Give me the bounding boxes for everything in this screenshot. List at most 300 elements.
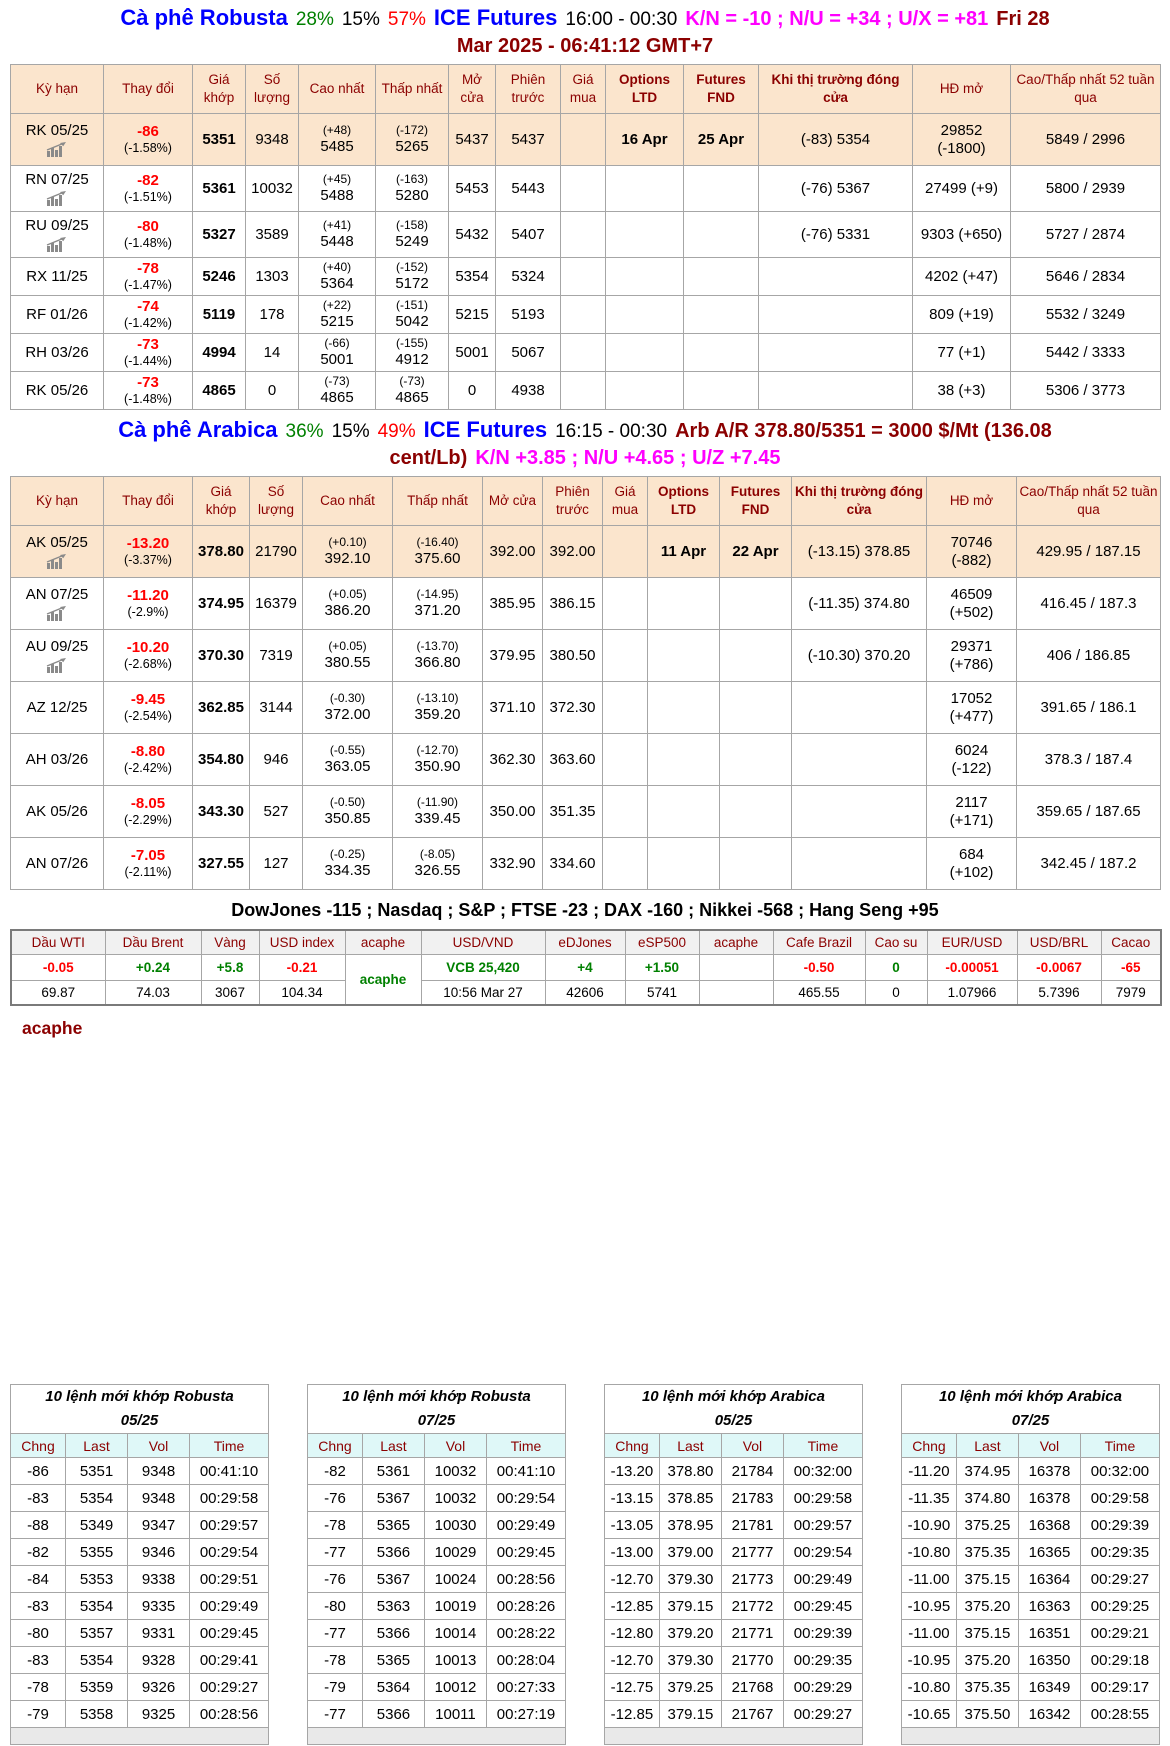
cell-change: -8.05 (-2.29%): [104, 786, 193, 838]
cell-last: 370.30: [193, 630, 250, 682]
indicator-value-12: 5.7396: [1017, 981, 1101, 1006]
cell-open: 371.10: [483, 682, 543, 734]
order-table-title: 10 lệnh mới khớp Arabica 05/25: [604, 1385, 862, 1434]
cell-at-close: [759, 296, 913, 334]
cell-volume: 946: [250, 734, 303, 786]
order-table-3: [901, 1384, 1160, 1745]
cell-options-ltd: [606, 334, 684, 372]
order-col-header: Chng: [11, 1434, 66, 1458]
order-cell-vol: 9338: [128, 1566, 190, 1593]
cell-low: (-152) 5172: [376, 258, 449, 296]
cell-contract: [11, 258, 104, 296]
col-header-5: Thấp nhất: [393, 477, 483, 526]
order-cell-time: 00:28:22: [486, 1620, 565, 1647]
col-header-6: Mở cửa: [449, 65, 496, 114]
cell-high: (+0.10) 392.10: [303, 526, 393, 578]
col-header-3: Số lượng: [246, 65, 299, 114]
cell-bid: [603, 682, 648, 734]
order-row: [11, 1647, 269, 1674]
order-cell-chng: -12.85: [604, 1701, 659, 1728]
cell-at-close: [792, 734, 927, 786]
cell-high: (-0.50) 350.85: [303, 786, 393, 838]
order-row-partial: [901, 1728, 1159, 1745]
cell-52wk-range: 5849 / 2996: [1011, 114, 1161, 166]
col-header-12: HĐ mở: [927, 477, 1017, 526]
order-cell-chng: -10.65: [901, 1701, 956, 1728]
cell-futures-fnd: [720, 786, 792, 838]
order-col-header: Chng: [307, 1434, 362, 1458]
col-header-7: Phiên trước: [543, 477, 603, 526]
order-col-header: Time: [783, 1434, 862, 1458]
order-cell-time: 00:27:19: [486, 1701, 565, 1728]
cell-options-ltd: [606, 212, 684, 258]
futures-table: [10, 476, 1161, 890]
order-cell-last: 5354: [66, 1485, 128, 1512]
cell-open-interest: 29852 (-1800): [913, 114, 1011, 166]
contract-label: RH 03/26: [25, 343, 89, 361]
order-cell-last: 375.50: [956, 1701, 1018, 1728]
cell-last: 5246: [193, 258, 246, 296]
cell-options-ltd: [606, 258, 684, 296]
order-cell-time: 00:32:00: [783, 1458, 862, 1485]
indicators-change-row: [11, 955, 1161, 981]
order-col-header: Vol: [1018, 1434, 1080, 1458]
order-cell-time: 00:41:10: [486, 1458, 565, 1485]
indicator-value-0: 69.87: [11, 981, 105, 1006]
cell-prev-session: 5407: [496, 212, 561, 258]
order-title-row: [11, 1385, 269, 1434]
cell-contract: [11, 786, 104, 838]
order-cell-chng: -80: [307, 1593, 362, 1620]
cell-high: (+48) 5485: [299, 114, 376, 166]
indicator-change-7: +1.50: [625, 955, 699, 981]
order-cell-vol: 21784: [721, 1458, 783, 1485]
cell-open-interest: 4202 (+47): [913, 258, 1011, 296]
col-header-13: Cao/Thấp nhất 52 tuần qua: [1017, 477, 1161, 526]
order-table-0: [10, 1384, 269, 1745]
cell-52wk-range: 5800 / 2939: [1011, 166, 1161, 212]
order-cell-vol: 16342: [1018, 1701, 1080, 1728]
order-cell-vol: 10024: [424, 1566, 486, 1593]
indicator-value-6: 42606: [545, 981, 625, 1006]
contract-label: AN 07/25: [25, 586, 89, 603]
order-row: [604, 1539, 862, 1566]
indicator-header-0: Dầu WTI: [11, 930, 105, 955]
cell-open-interest: 9303 (+650): [913, 212, 1011, 258]
arabica-futures-table: [10, 476, 1160, 890]
cell-change: -13.20 (-3.37%): [104, 526, 193, 578]
order-cell-chng: -84: [11, 1566, 66, 1593]
indicator-value-8: [699, 981, 773, 1006]
cell-bid: [603, 838, 648, 890]
order-cell-vol: 10011: [424, 1701, 486, 1728]
robusta-pct-flat: 15%: [341, 9, 380, 30]
cell-contract: [11, 212, 104, 258]
order-cell-chng: -77: [307, 1620, 362, 1647]
col-header-10: Futures FND: [720, 477, 792, 526]
order-cell-chng: -79: [307, 1674, 362, 1701]
cell-prev-session: 386.15: [543, 578, 603, 630]
cell-futures-fnd: [684, 166, 759, 212]
order-row: [307, 1539, 565, 1566]
order-row: [11, 1701, 269, 1728]
order-cell-chng: -10.95: [901, 1647, 956, 1674]
order-cell-chng: -11.00: [901, 1566, 956, 1593]
order-cell-time: 00:29:35: [1080, 1539, 1159, 1566]
robusta-datetime: Mar 2025 - 06:41:12 GMT+7: [456, 35, 714, 57]
cell-futures-fnd: [684, 372, 759, 410]
col-header-4: Cao nhất: [299, 65, 376, 114]
cell-last: 343.30: [193, 786, 250, 838]
order-cell-vol: 10029: [424, 1539, 486, 1566]
cell-high: (+45) 5488: [299, 166, 376, 212]
cell-low: (-151) 5042: [376, 296, 449, 334]
arabica-session-hours: 16:15 - 00:30: [555, 421, 668, 442]
col-header-12: HĐ mở: [913, 65, 1011, 114]
order-cell-last: 5365: [362, 1647, 424, 1674]
futures-row: [11, 296, 1161, 334]
order-row: [11, 1485, 269, 1512]
order-cell-time: 00:28:56: [190, 1701, 269, 1728]
order-cell-last: 379.30: [659, 1566, 721, 1593]
cell-volume: 21790: [250, 526, 303, 578]
col-header-3: Số lượng: [250, 477, 303, 526]
cell-last: 5119: [193, 296, 246, 334]
cell-futures-fnd: [720, 630, 792, 682]
order-cell-last: 375.35: [956, 1674, 1018, 1701]
cell-at-close: [759, 372, 913, 410]
cell-at-close: [792, 838, 927, 890]
order-row: [604, 1566, 862, 1593]
cell-52wk-range: 391.65 / 186.1: [1017, 682, 1161, 734]
order-cell-last: 5354: [66, 1647, 128, 1674]
order-cell-vol: 16368: [1018, 1512, 1080, 1539]
cell-futures-fnd: [684, 258, 759, 296]
contract-label: RK 05/25: [25, 122, 89, 139]
order-cell-vol: 21771: [721, 1620, 783, 1647]
cell-prev-session: 334.60: [543, 838, 603, 890]
order-row: [901, 1566, 1159, 1593]
order-cell-time: 00:28:04: [486, 1647, 565, 1674]
arabica-spreads: K/N +3.85 ; N/U +4.65 ; U/Z +7.45: [475, 447, 781, 469]
order-row: [604, 1593, 862, 1620]
cell-low: (-14.95) 371.20: [393, 578, 483, 630]
cell-volume: 527: [250, 786, 303, 838]
indicator-value-7: 5741: [625, 981, 699, 1006]
cell-open: 5453: [449, 166, 496, 212]
cell-prev-session: 392.00: [543, 526, 603, 578]
col-header-11: Khi thị trường đóng cửa: [759, 65, 913, 114]
order-cell-time: 00:32:00: [1080, 1458, 1159, 1485]
order-row: [307, 1566, 565, 1593]
order-cell-vol: 9335: [128, 1593, 190, 1620]
chart-icon[interactable]: [13, 657, 101, 673]
order-cell-time: 00:29:51: [190, 1566, 269, 1593]
robusta-header-line: [0, 0, 1170, 31]
cell-low: (-13.10) 359.20: [393, 682, 483, 734]
cell-prev-session: 380.50: [543, 630, 603, 682]
cell-at-close: [759, 258, 913, 296]
indicator-header-11: EUR/USD: [927, 930, 1017, 955]
recent-orders-section: [10, 1384, 1160, 1745]
cell-52wk-range: 378.3 / 187.4: [1017, 734, 1161, 786]
order-col-header: Chng: [604, 1434, 659, 1458]
order-cell-last: 379.25: [659, 1674, 721, 1701]
col-header-4: Cao nhất: [303, 477, 393, 526]
order-cell-vol: 21770: [721, 1647, 783, 1674]
cell-at-close: [792, 786, 927, 838]
order-cell-last: 378.85: [659, 1485, 721, 1512]
indicator-header-2: Vàng: [201, 930, 259, 955]
order-row: [307, 1620, 565, 1647]
order-cell-time: 00:29:29: [783, 1674, 862, 1701]
cell-bid: [561, 258, 606, 296]
order-cell-vol: 16365: [1018, 1539, 1080, 1566]
cell-prev-session: 5443: [496, 166, 561, 212]
cell-last: 4865: [193, 372, 246, 410]
order-cell-chng: -83: [11, 1485, 66, 1512]
order-row: [307, 1485, 565, 1512]
order-cell-time: 00:29:18: [1080, 1647, 1159, 1674]
order-cell-chng: -77: [307, 1701, 362, 1728]
cell-contract: [11, 630, 104, 682]
cell-52wk-range: 5532 / 3249: [1011, 296, 1161, 334]
indicator-header-3: USD index: [259, 930, 345, 955]
order-col-header: Time: [1080, 1434, 1159, 1458]
contract-label: AK 05/26: [26, 802, 88, 820]
order-cell-time: 00:28:26: [486, 1593, 565, 1620]
cell-bid: [561, 212, 606, 258]
cell-last: 354.80: [193, 734, 250, 786]
order-cell-time: 00:29:54: [783, 1539, 862, 1566]
order-cell-time: 00:41:10: [190, 1458, 269, 1485]
order-cell-last: 379.30: [659, 1647, 721, 1674]
futures-row: [11, 578, 1161, 630]
cell-open: 379.95: [483, 630, 543, 682]
indicator-change-13: -65: [1101, 955, 1161, 981]
cell-change: -8.80 (-2.42%): [104, 734, 193, 786]
cell-change: -10.20 (-2.68%): [104, 630, 193, 682]
cell-52wk-range: 342.45 / 187.2: [1017, 838, 1161, 890]
cell-52wk-range: 406 / 186.85: [1017, 630, 1161, 682]
indicator-header-6: eDJones: [545, 930, 625, 955]
order-row: [11, 1539, 269, 1566]
order-table-title: 10 lệnh mới khớp Robusta 05/25: [11, 1385, 269, 1434]
cell-open-interest: 70746 (-882): [927, 526, 1017, 578]
market-indicators-section: [0, 929, 1170, 1006]
cell-volume: 1303: [246, 258, 299, 296]
col-header-6: Mở cửa: [483, 477, 543, 526]
order-row: [604, 1458, 862, 1485]
cell-52wk-range: 429.95 / 187.15: [1017, 526, 1161, 578]
cell-volume: 0: [246, 372, 299, 410]
order-table-2: [604, 1384, 863, 1745]
order-cell-last: 5366: [362, 1620, 424, 1647]
cell-contract: [11, 296, 104, 334]
indicator-header-13: Cacao: [1101, 930, 1161, 955]
cell-low: (-155) 4912: [376, 334, 449, 372]
futures-row: [11, 212, 1161, 258]
cell-prev-session: 4938: [496, 372, 561, 410]
order-cell-vol: 21768: [721, 1674, 783, 1701]
order-row: [604, 1647, 862, 1674]
futures-row: [11, 838, 1161, 890]
cell-futures-fnd: [720, 734, 792, 786]
order-cell-vol: 10013: [424, 1647, 486, 1674]
cell-high: (+0.05) 386.20: [303, 578, 393, 630]
cell-prev-session: 5324: [496, 258, 561, 296]
order-cell-vol: 10012: [424, 1674, 486, 1701]
order-row: [11, 1512, 269, 1539]
arabica-pct-down: 49%: [377, 421, 416, 442]
order-cell-time: 00:29:27: [190, 1674, 269, 1701]
cell-low: (-8.05) 326.55: [393, 838, 483, 890]
chart-icon[interactable]: [13, 236, 101, 252]
order-row: [901, 1458, 1159, 1485]
order-cell-last: 374.95: [956, 1458, 1018, 1485]
indicator-change-11: -0.00051: [927, 955, 1017, 981]
order-cell-last: 379.20: [659, 1620, 721, 1647]
cell-last: 4994: [193, 334, 246, 372]
robusta-day: Fri 28: [996, 8, 1050, 30]
chart-icon[interactable]: [13, 141, 101, 157]
cell-high: (+41) 5448: [299, 212, 376, 258]
futures-row: [11, 114, 1161, 166]
order-col-header: Vol: [424, 1434, 486, 1458]
contract-label: AN 07/26: [25, 854, 89, 872]
futures-row: [11, 166, 1161, 212]
indicator-header-12: USD/BRL: [1017, 930, 1101, 955]
cell-volume: 9348: [246, 114, 299, 166]
cell-volume: 16379: [250, 578, 303, 630]
robusta-futures-table: [10, 64, 1160, 410]
order-cell-last: 5357: [66, 1620, 128, 1647]
col-header-0: Kỳ hạn: [11, 65, 104, 114]
robusta-pct-down: 57%: [387, 9, 426, 30]
order-cell-chng: -78: [307, 1647, 362, 1674]
order-cell-last: 375.25: [956, 1512, 1018, 1539]
order-col-header: Vol: [721, 1434, 783, 1458]
col-header-1: Thay đổi: [104, 477, 193, 526]
cell-open-interest: 46509 (+502): [927, 578, 1017, 630]
cell-volume: 10032: [246, 166, 299, 212]
cell-52wk-range: 5306 / 3773: [1011, 372, 1161, 410]
order-cell-last: 5366: [362, 1539, 424, 1566]
col-header-2: Giá khớp: [193, 65, 246, 114]
cell-options-ltd: [648, 838, 720, 890]
cell-low: (-11.90) 339.45: [393, 786, 483, 838]
col-header-7: Phiên trước: [496, 65, 561, 114]
cell-change: -78 (-1.47%): [104, 258, 193, 296]
order-cell-time: 00:29:49: [486, 1512, 565, 1539]
order-cell-vol: 21781: [721, 1512, 783, 1539]
cell-change: -74 (-1.42%): [104, 296, 193, 334]
order-row: [11, 1458, 269, 1485]
cell-open: 392.00: [483, 526, 543, 578]
order-col-header: Chng: [901, 1434, 956, 1458]
order-cell-chng: -11.35: [901, 1485, 956, 1512]
cell-prev-session: 351.35: [543, 786, 603, 838]
chart-icon[interactable]: [13, 190, 101, 206]
futures-row: [11, 526, 1161, 578]
order-cell-chng: -83: [11, 1593, 66, 1620]
order-cell-time: 00:29:54: [486, 1485, 565, 1512]
col-header-9: Options LTD: [648, 477, 720, 526]
order-cell-vol: 21783: [721, 1485, 783, 1512]
order-cell-time: 00:28:55: [1080, 1701, 1159, 1728]
order-cell-time: 00:27:33: [486, 1674, 565, 1701]
order-cell-last: 375.15: [956, 1566, 1018, 1593]
cell-contract: [11, 114, 104, 166]
indicator-value-11: 1.07966: [927, 981, 1017, 1006]
order-row: [11, 1674, 269, 1701]
cell-high: (+22) 5215: [299, 296, 376, 334]
cell-bid: [561, 114, 606, 166]
contract-label: AU 09/25: [25, 638, 89, 655]
chart-icon[interactable]: [13, 605, 101, 621]
order-cell-chng: -12.70: [604, 1647, 659, 1674]
order-cell-chng: -79: [11, 1701, 66, 1728]
order-row: [604, 1620, 862, 1647]
order-cell-vol: 9325: [128, 1701, 190, 1728]
order-row-partial: [11, 1728, 269, 1745]
acaphe-cell: acaphe: [345, 955, 421, 1006]
cell-bid: [603, 630, 648, 682]
cell-low: (-163) 5280: [376, 166, 449, 212]
order-cell-vol: 21767: [721, 1701, 783, 1728]
contract-label: RU 09/25: [25, 217, 89, 234]
order-cell-time: 00:29:39: [783, 1620, 862, 1647]
cell-at-close: (-83) 5354: [759, 114, 913, 166]
cell-open-interest: 2117 (+171): [927, 786, 1017, 838]
cell-change: -7.05 (-2.11%): [104, 838, 193, 890]
order-cell-chng: -12.70: [604, 1566, 659, 1593]
robusta-title: Cà phê Robusta: [120, 5, 288, 30]
indicators-table: [10, 929, 1162, 1006]
cell-52wk-range: 359.65 / 187.65: [1017, 786, 1161, 838]
chart-icon[interactable]: [13, 553, 101, 569]
arabica-header-line2: [0, 443, 1170, 476]
cell-open: 5354: [449, 258, 496, 296]
cell-contract: [11, 838, 104, 890]
futures-header-row: [11, 65, 1161, 114]
cell-bid: [603, 786, 648, 838]
col-header-9: Options LTD: [606, 65, 684, 114]
futures-row: [11, 630, 1161, 682]
cell-futures-fnd: [684, 334, 759, 372]
order-cell-vol: 16378: [1018, 1485, 1080, 1512]
order-cell-last: 5364: [362, 1674, 424, 1701]
cell-options-ltd: [648, 786, 720, 838]
order-cell-vol: 9348: [128, 1485, 190, 1512]
indicator-header-1: Dầu Brent: [105, 930, 201, 955]
col-header-5: Thấp nhất: [376, 65, 449, 114]
order-cell-chng: -11.20: [901, 1458, 956, 1485]
cell-options-ltd: [606, 372, 684, 410]
robusta-datetime-line: [0, 31, 1170, 64]
arabica-pct-up: 36%: [285, 421, 324, 442]
order-row: [604, 1674, 862, 1701]
indicator-header-7: eSP500: [625, 930, 699, 955]
cell-futures-fnd: 25 Apr: [684, 114, 759, 166]
futures-row: [11, 258, 1161, 296]
cell-open: 0: [449, 372, 496, 410]
order-table-title: 10 lệnh mới khớp Arabica 07/25: [901, 1385, 1159, 1434]
order-cell-time: 00:29:21: [1080, 1620, 1159, 1647]
order-cell-vol: 16363: [1018, 1593, 1080, 1620]
cell-high: (-0.30) 372.00: [303, 682, 393, 734]
order-cell-time: 00:29:39: [1080, 1512, 1159, 1539]
